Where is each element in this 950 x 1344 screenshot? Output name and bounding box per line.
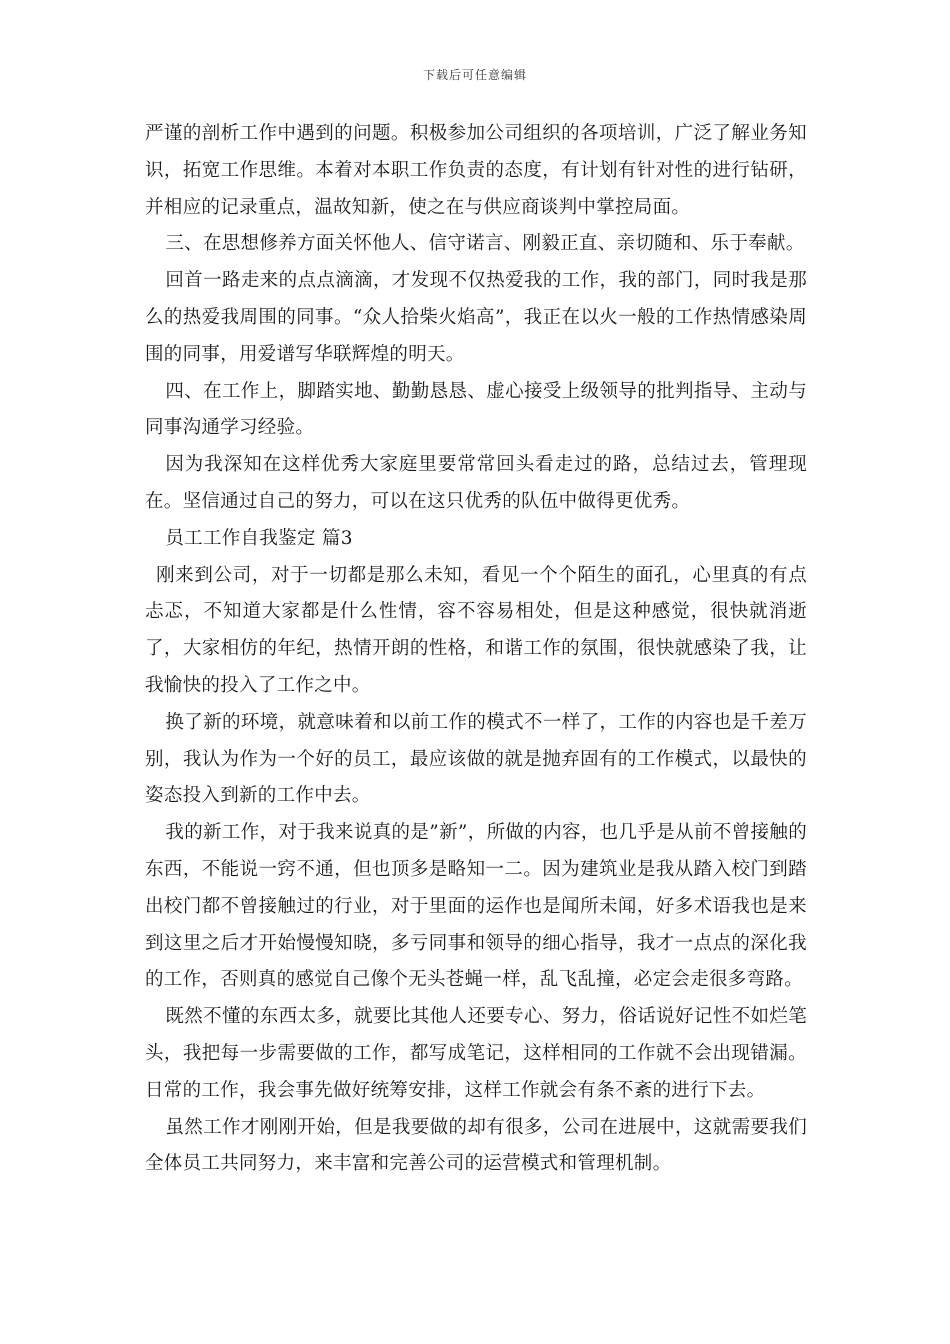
paragraph-reflection: 回首一路走来的点点滴滴，才发现不仅热爱我的工作，我的部门，同时我是那么的热爱我周围的同事。“众人拾柴火焰高”，我正在以火一般的工作热情感染周围的同事，用爱谱写华联辉煌的明天。	[145, 270, 807, 365]
section-title: 员工工作自我鉴定 篇3	[165, 527, 353, 549]
paragraph-closing: 虽然工作才刚刚开始，但是我要做的却有很多，公司在进展中，这就需要我们全体员工共同努力，来丰富和完善公司的运营模式和管理机制。	[145, 1116, 807, 1175]
paragraph-continuation: 严谨的剖析工作中遇到的问题。积极参加公司组织的各项培训，广泛了解业务知识，拓宽工作思维。本着对本职工作负责的态度，有计划有针对性的进行钻研，并相应的记录重点，温故知新，使之在与供应商谈判中掌控局面。	[145, 123, 807, 218]
paragraph-point-three: 三、在思想修养方面关怀他人、信守诺言、刚毅正直、亲切随和、乐于奉献。	[165, 233, 805, 255]
page-header: 下载后可任意编辑	[422, 68, 527, 82]
paragraph-arrival: 刚来到公司，对于一切都是那么未知，看见一个个陌生的面孔，心里真的有点忐忑，不知道大家都是什么性情，容不容易相处，但是这种感觉，很快就消逝了，大家相仿的年纪，热情开朗的性格，和谐工作的氛围，很快就感染了我，让我愉快的投入了工作之中。	[145, 564, 807, 696]
paragraph-summary: 因为我深知在这样优秀大家庭里要常常回头看走过的路，总结过去，管理现在。坚信通过自己的努力，可以在这只优秀的队伍中做得更优秀。	[145, 454, 807, 512]
paragraph-notes: 既然不懂的东西太多，就要比其他人还要专心、努力，俗话说好记性不如烂笔头，我把每一步需要做的工作，都写成笔记，这样相同的工作就不会出现错漏。日常的工作，我会事先做好统筹安排，这样工作就会有条不紊的进行下去。	[145, 1006, 807, 1101]
paragraph-new-work: 我的新工作，对于我来说真的是”新”，所做的内容，也几乎是从前不曾接触的东西，不能说一窍不通，但也顶多是略知一二。因为建筑业是我从踏入校门到踏出校门都不曾接触过的行业，对于里面的运作也是闻所未闻，好多术语我也是来到这里之后才开始慢慢知晓，多亏同事和领导的细心指导，我才一点点的深化我的工作，否则真的感觉自己像个无头苍蝇一样，乱飞乱撞，必定会走很多弯路。	[145, 822, 807, 991]
paragraph-new-environment: 换了新的环境，就意味着和以前工作的模式不一样了，工作的内容也是千差万别，我认为作为一个好的员工，最应该做的就是抛弃固有的工作模式，以最快的姿态投入到新的工作中去。	[145, 711, 807, 807]
paragraph-point-four: 四、在工作上，脚踏实地、勤勤恳恳、虚心接受上级领导的批判指导、主动与同事沟通学习经验。	[145, 380, 807, 439]
document-body	[145, 116, 807, 1183]
